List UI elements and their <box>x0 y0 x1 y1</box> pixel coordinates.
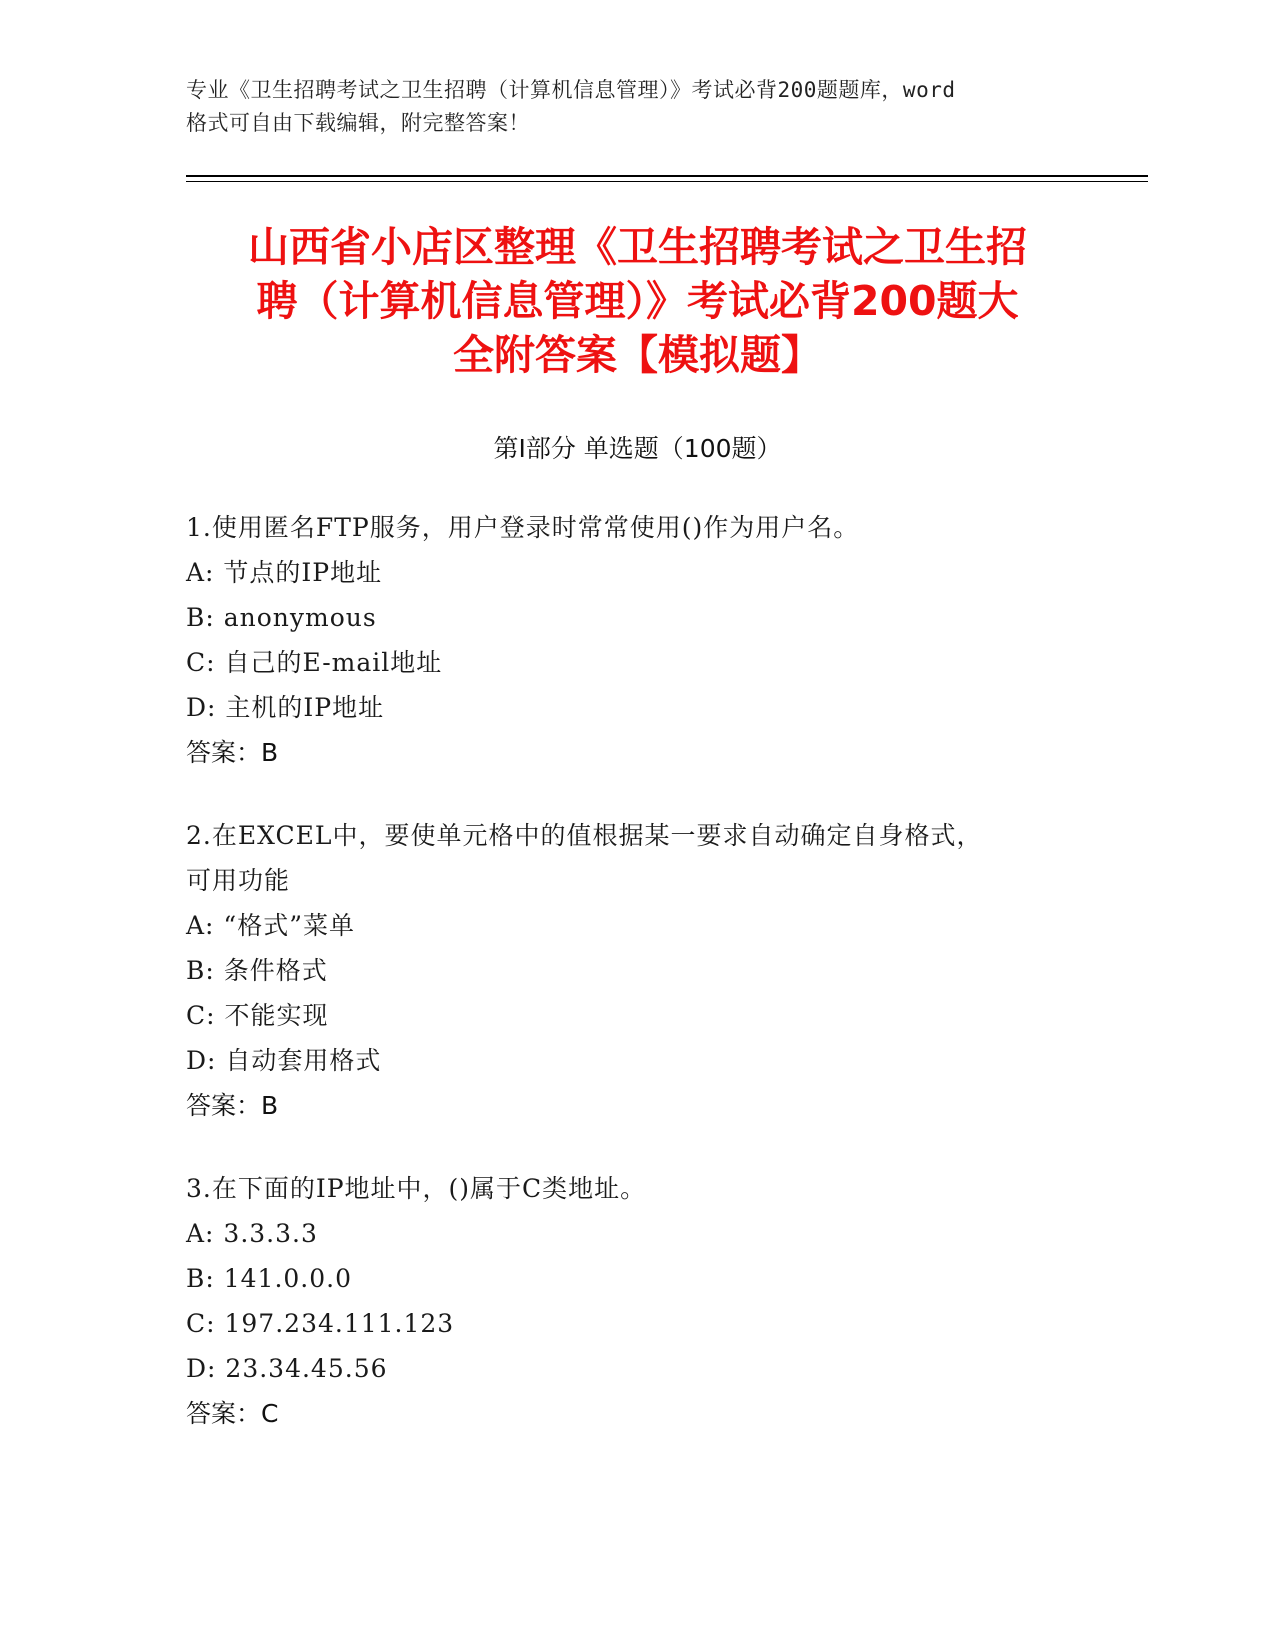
option-c: C: 不能实现 <box>186 1001 329 1030</box>
option-b: B: 141.0.0.0 <box>186 1264 353 1293</box>
option-a: A: 3.3.3.3 <box>186 1219 318 1248</box>
option-a: A: 节点的IP地址 <box>186 558 383 587</box>
option-b: B: anonymous <box>186 603 377 632</box>
question-stem: 2.在EXCEL中，要使单元格中的值根据某一要求自动确定自身格式， <box>186 821 983 850</box>
question-3 <box>186 1166 1086 1436</box>
question-2 <box>186 813 1086 1128</box>
section-heading: 第I部分 单选题（100题） <box>493 434 782 463</box>
header-divider-thick <box>186 175 1148 177</box>
title-line-1: 山西省小店区整理《卫生招聘考试之卫生招 <box>248 223 1027 271</box>
answer-line: 答案：B <box>186 1091 279 1120</box>
header-divider-thin <box>186 181 1148 182</box>
title-line-2: 聘（计算机信息管理）》考试必背200题大 <box>256 277 1019 325</box>
header-note-line-2: 格式可自由下载编辑，附完整答案！ <box>186 111 530 135</box>
document-title <box>186 220 1089 382</box>
option-c: C: 自己的E-mail地址 <box>186 648 443 677</box>
option-c: C: 197.234.111.123 <box>186 1309 455 1338</box>
header-note-line-1: 专业《卫生招聘考试之卫生招聘（计算机信息管理）》考试必背200题题库，word <box>186 78 956 102</box>
answer-line: 答案：B <box>186 738 279 767</box>
question-stem-continued: 可用功能 <box>186 866 291 895</box>
option-d: D: 主机的IP地址 <box>186 693 385 722</box>
question-stem: 3.在下面的IP地址中，()属于C类地址。 <box>186 1174 647 1203</box>
question-stem: 1.使用匿名FTP服务，用户登录时常常使用()作为用户名。 <box>186 513 860 542</box>
option-d: D: 自动套用格式 <box>186 1046 382 1075</box>
question-1 <box>186 505 1086 775</box>
title-line-3: 全附答案【模拟题】 <box>453 331 822 379</box>
option-a: A: “格式”菜单 <box>186 911 355 940</box>
option-d: D: 23.34.45.56 <box>186 1354 388 1383</box>
header-note <box>186 74 1066 140</box>
option-b: B: 条件格式 <box>186 956 328 985</box>
answer-line: 答案：C <box>186 1399 279 1428</box>
